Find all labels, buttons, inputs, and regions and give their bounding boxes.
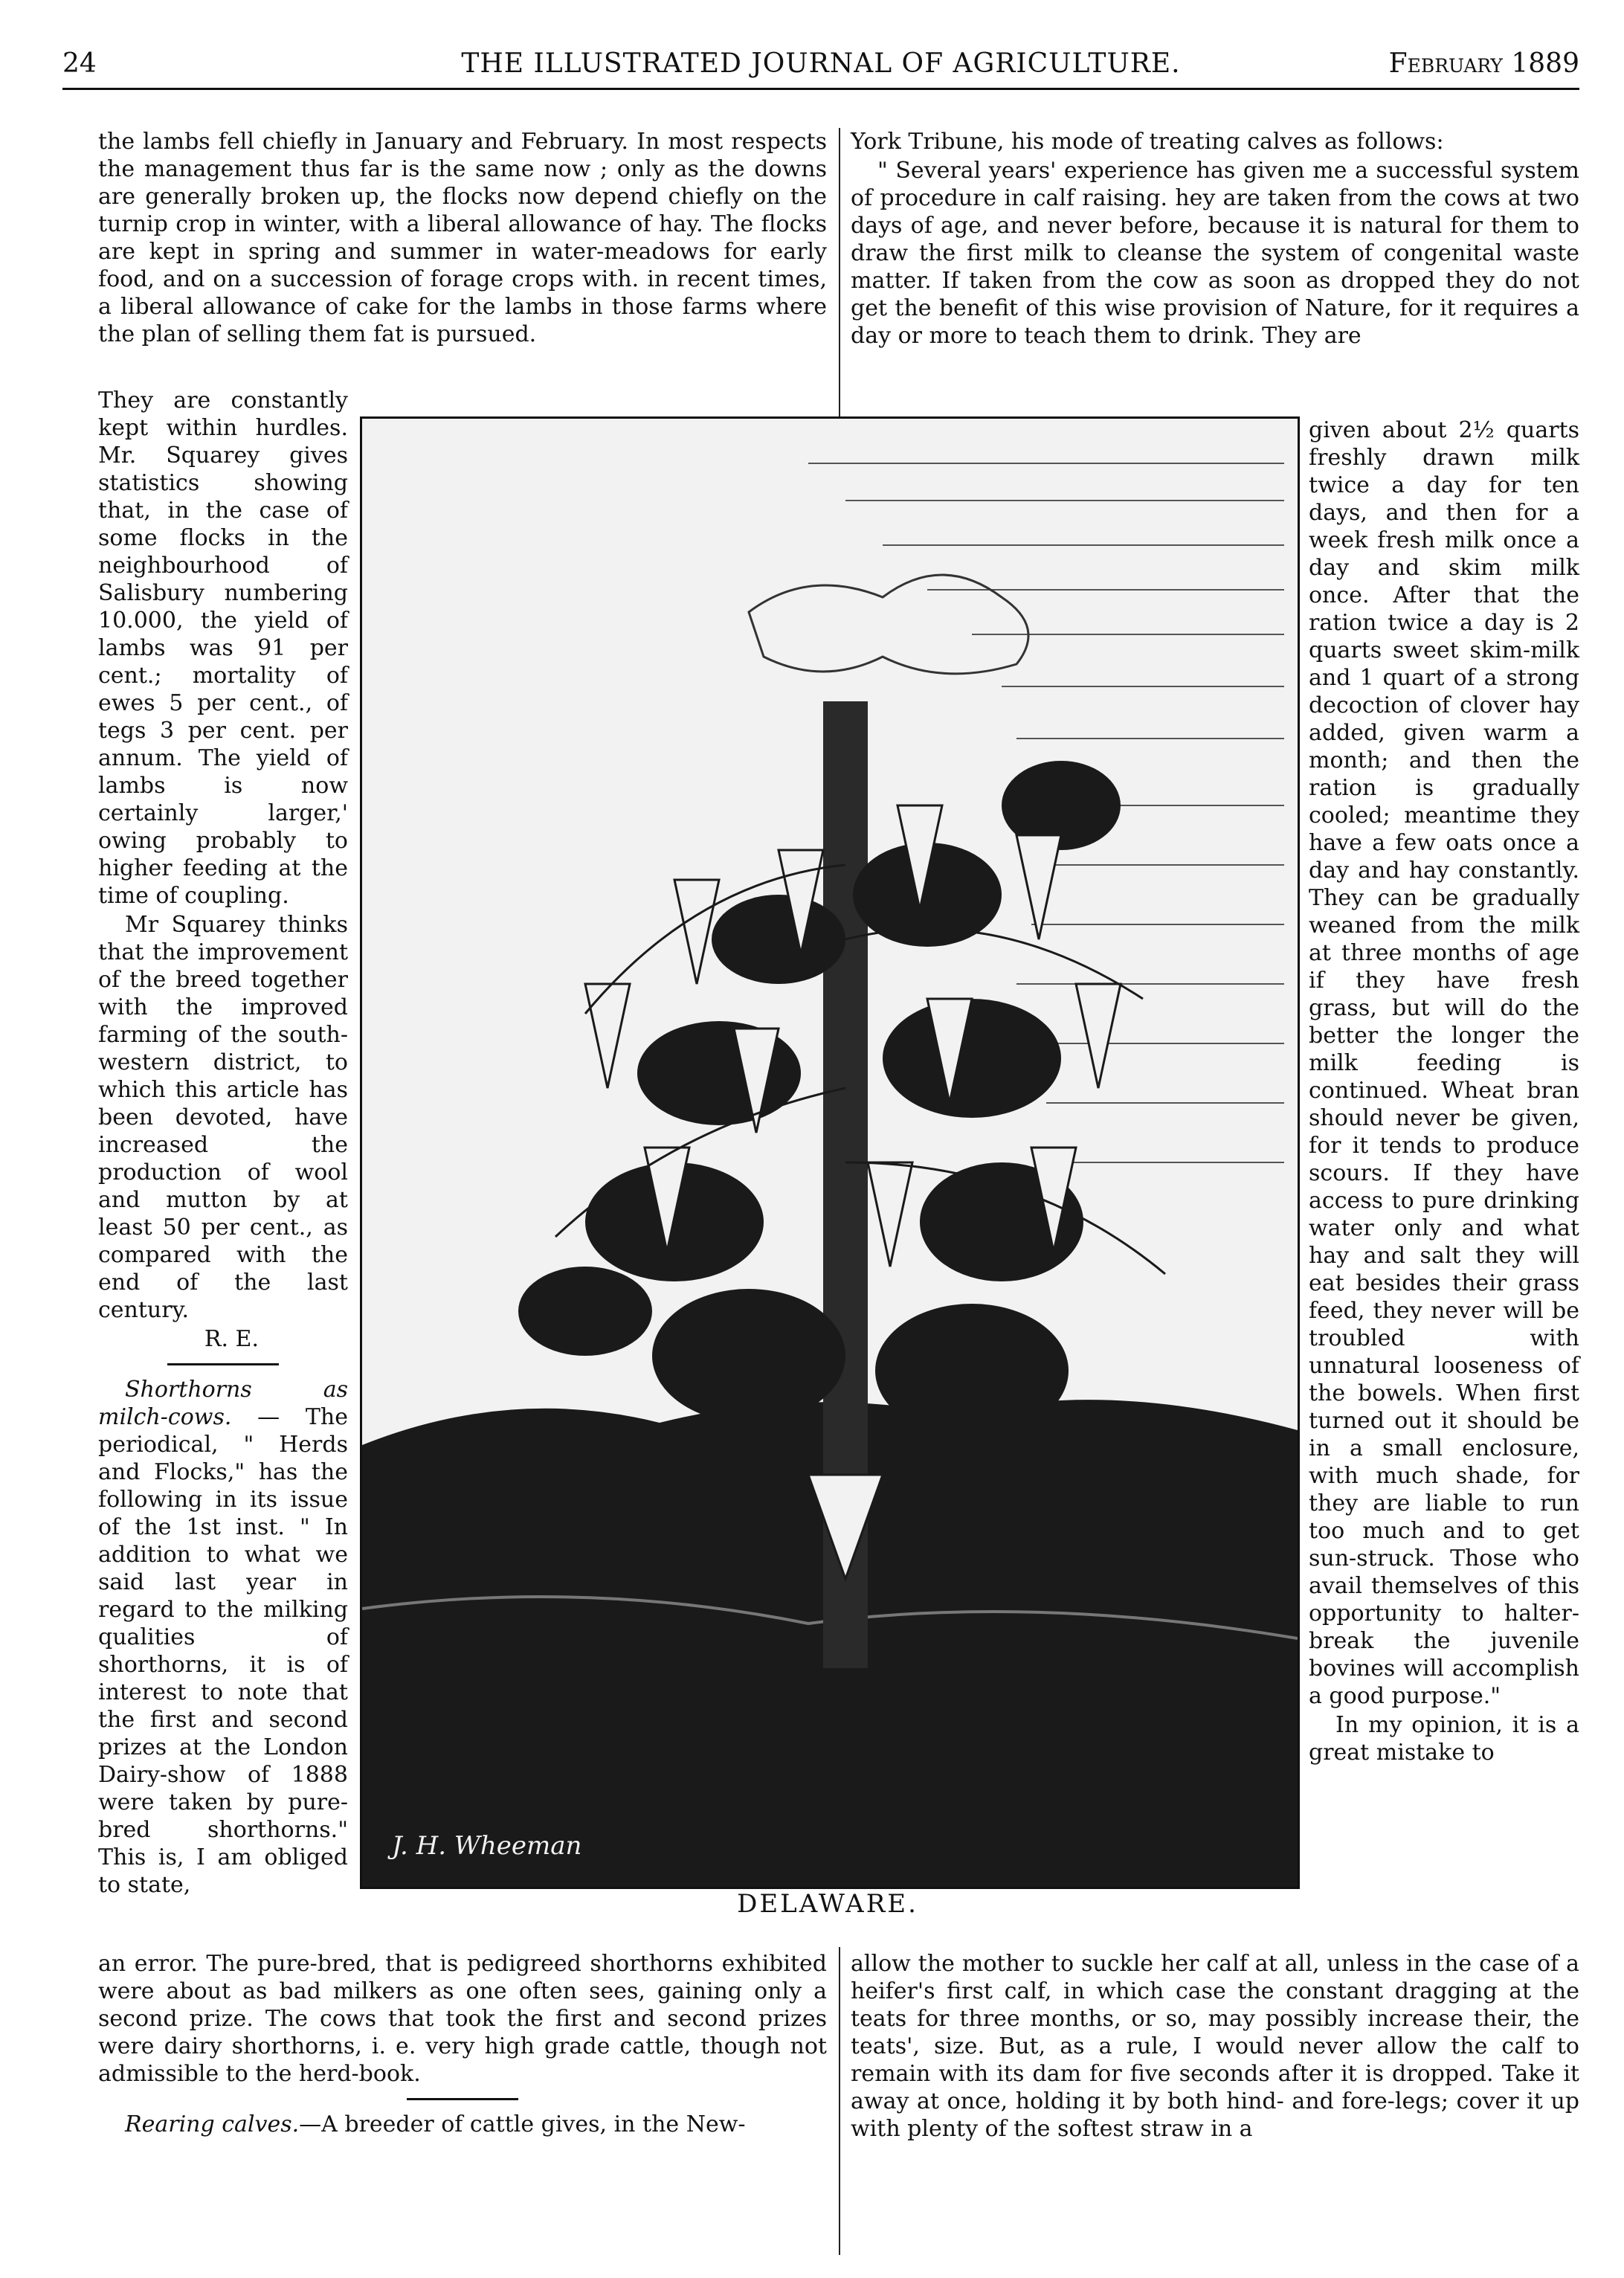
right-column-bottom [851,1950,1579,2144]
section-separator [167,1363,279,1365]
delaware-grape-engraving [360,416,1300,1889]
section-text: — The periodical, " Herds and Flocks," has the following in its issue of the 1st inst. " In addition to what we said last year in regard to the milking qualities of shorthorns, it is of interest to note that the first and second prizes at the London Dairy-show of 1888 were taken by pure-bred shorthorns." This is, I am obliged to state, [98,1404,348,1898]
paragraph: In my opinion, it is a great mistake to [1309,1712,1579,1766]
paragraph: York Tribune, his mode of treating calves as follows: [851,129,1444,155]
paragraph [98,1376,348,1899]
section-text: —A breeder of cattle gives, in the New- [299,2111,746,2137]
figure-caption: DELAWARE. [737,1889,918,1919]
author-signature: R. E. [204,1326,259,1352]
section-title: Shorthorns as milch-cows. [98,1377,348,1430]
left-column-bottom [98,1950,827,2140]
grape-vine-illustration [362,419,1298,1887]
left-column-top [98,128,827,350]
paragraph: allow the mother to suckle her calf at all, unless in the case of a heifer's first calf, in which case the constant dragging at the teats for three months, or so, may possibly increase their, the teats', size. But, as a rule, I would never allow the calf to remain with its dam for five seconds after it is dropped. Take it away at once, holding it by both hind- and fore-legs; cover it up with plenty of the softest straw in a [851,1951,1579,2142]
paragraph: " Several years' experience has given me a successful system of procedure in calf raising. hey are taken from the cows at two days of age, and never before, because it is natural for them to draw the first milk to cleanse the system of congenital waste matter. If taken from the cow as soon as dropped they do not get the benefit of this wise provision of Nature, for it requires a day or more to teach them to drink. They are [851,158,1579,349]
journal-title: THE ILLUSTRATED JOURNAL OF AGRICULTURE. [461,48,1181,79]
engraver-signature: J. H. Wheeman [392,1831,582,1861]
section-title: Rearing calves. [125,2111,300,2137]
paragraph [98,2111,827,2138]
paragraph: They are constantly kept within hurdles. Mr. Squarey gives statistics showing that, in the case of some flocks in the neighbourhood of Salisbury numbering 10.000, the yield of lambs was 91 per cent.; mortality of ewes 5 per cent., of tegs 3 per cent. per annum. The yield of lambs is now certainly larger,' owing probably to higher feeding at the time of coupling. [98,387,348,909]
section-separator [407,2098,518,2100]
header-rule [62,88,1579,90]
page-number: 24 [62,48,97,79]
issue-date: February 1889 [1388,48,1579,79]
right-column-narrow [1309,416,1579,1768]
paragraph: given about 2½ quarts freshly drawn milk twice a day for ten days, and then for a week fresh milk once a day and skim milk once. After that the ration twice a day is 2 quarts sweet skim-milk and 1 quart of a strong decoction of clover hay added, given warm a month; and then the ration is gradually cooled; meantime they have a few oats once a day and hay constantly. They can be gradually weaned from the milk at three months of age if they have fresh grass, but will do the better the longer the milk feeding is continued. Wheat bran should never be given, for it tends to produce scours. If they have access to pure drinking water only and what hay and salt they will eat besides their grass feed, they never will be troubled with unnatural looseness of the bowels. When first turned out it should be in a small enclosure, with much shade, for they are liable to run too much and to get sun-struck. Those who avail themselves of this opportunity to halter-break the juvenile bovines will accomplish a good purpose." [1309,417,1579,1709]
right-column-top [851,128,1579,351]
paragraph: an error. The pure-bred, that is pedigreed shorthorns exhibited were about as bad milkers as one often sees, gaining only a second prize. The cows that took the first and second prizes were dairy shorthorns, i. e. very high grade cattle, though not admissible to the herd-book. [98,1951,827,2087]
paragraph: the lambs fell chiefly in January and February. In most respects the management thus far is the same now ; only as the downs are generally broken up, the flocks now depend chiefly on the turnip crop in winter, with a liberal allowance of hay. The flocks are kept in spring and summer in water-meadows for early food, and on a succession of forage crops with. in recent times, a liberal allowance of cake for the lambs in those farms where the plan of selling them fat is pursued. [98,129,827,347]
column-rule [839,1947,840,2255]
paragraph: Mr Squarey thinks that the improvement of the breed together with the improved farming of the south-western district, to which this article has been devoted, have increased the production of wool and mutton by at least 50 per cent., as compared with the end of the last century. [98,912,348,1323]
left-column-narrow [98,387,348,1900]
